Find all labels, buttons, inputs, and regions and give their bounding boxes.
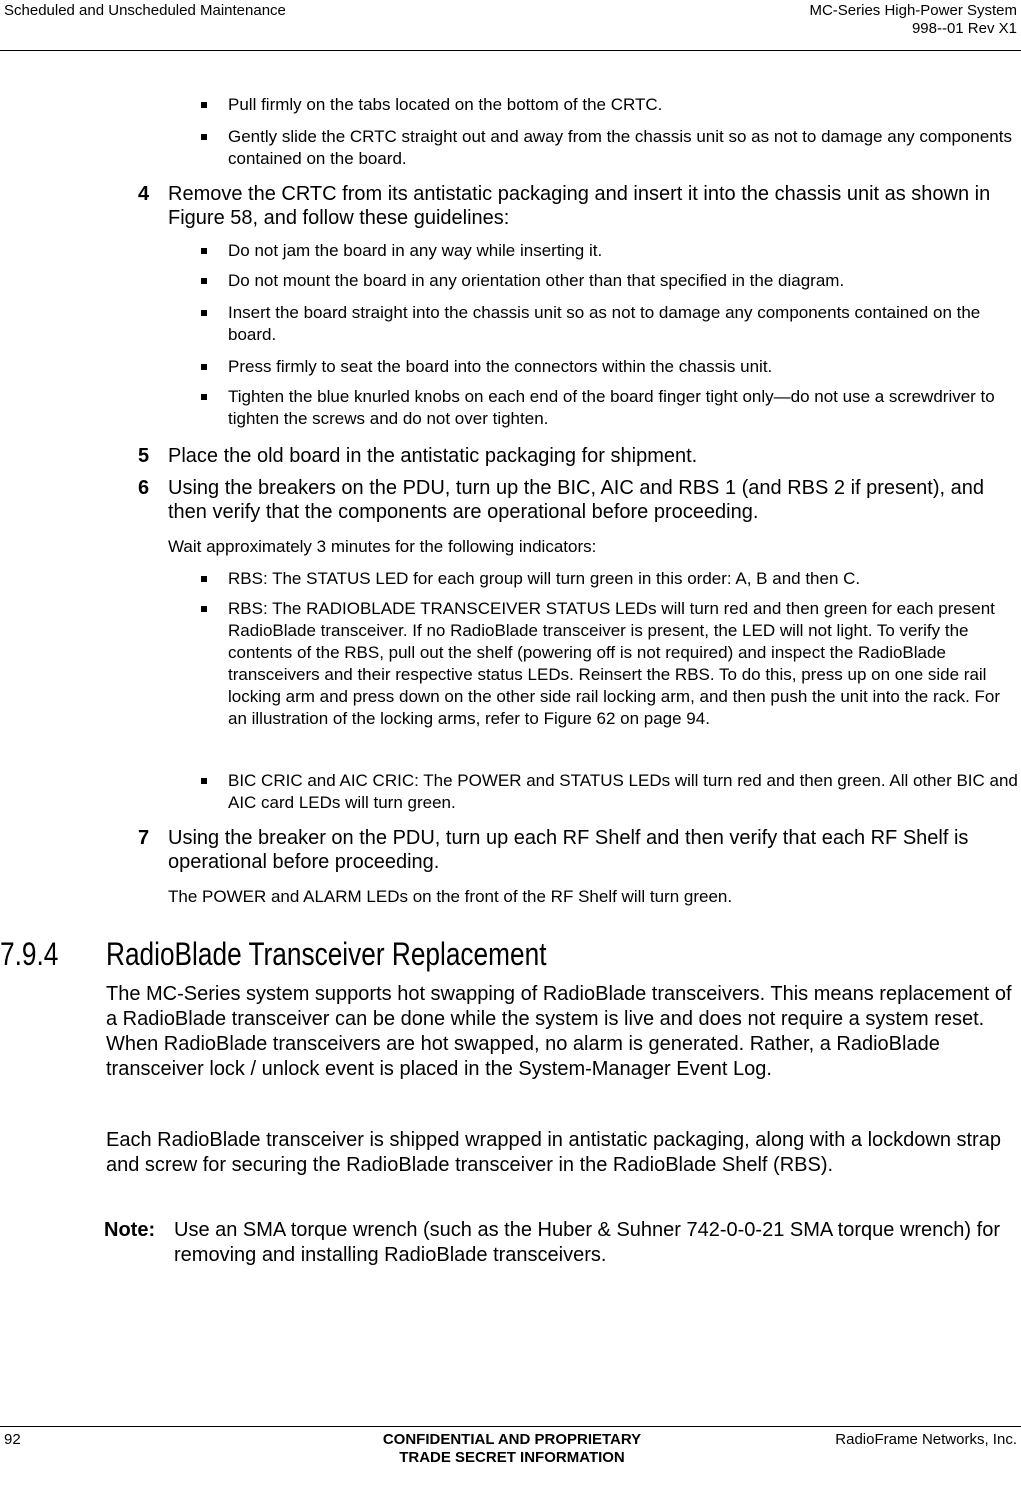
note-text: Use an SMA torque wrench (such as the Huber & Suhner 742-0-0-21 SMA torque wrench) for removing and installing RadioBlade transceivers.: [174, 1219, 1000, 1266]
list-item: Pull firmly on the tabs located on the bottom of the CRTC.: [228, 94, 1018, 116]
section-paragraph-1: The MC-Series system supports hot swapping of RadioBlade transceivers. This means replacement of a RadioBlade transceiver can be done while the system is live and does not require a system reset. When RadioBlade transceivers are hot swapped, no alarm is generated. Rather, a RadioBlade transceiver lock / unlock event is placed in the System-Manager Event Log.: [106, 983, 1012, 1080]
note-label: Note:: [104, 1219, 156, 1241]
step-number: 5: [138, 445, 150, 467]
step-text: Using the breaker on the PDU, turn up each RF Shelf and then verify that each RF Shelf is operational before proceeding.: [168, 827, 969, 873]
list-item: Do not jam the board in any way while inserting it.: [228, 240, 1018, 262]
list-item: BIC CRIC and AIC CRIC: The POWER and STATUS LEDs will turn red and then green. All other BIC and AIC card LEDs will turn green.: [228, 771, 1018, 812]
header-revision: 998--01 Rev X1: [911, 20, 1017, 37]
section-number: 7.9.4: [0, 936, 59, 972]
list-item: Tighten the blue knurled knobs on each end of the board finger tight only—do not use a screwdriver to tighten the screws and do not over tighten.: [228, 386, 1018, 430]
list-item: Press firmly to seat the board into the connectors within the chassis unit.: [228, 356, 1018, 378]
list-item: Gently slide the CRTC straight out and away from the chassis unit so as not to damage any components contained on the board.: [228, 126, 1018, 170]
confidentiality-line-1: CONFIDENTIAL AND PROPRIETARY: [382, 1431, 642, 1448]
header-product: MC-Series High-Power System: [809, 2, 1017, 19]
step-6: [138, 476, 1018, 524]
step-text: Remove the CRTC from its antistatic packaging and insert it into the chassis unit as shown in Figure 58, and follow these guidelines:: [168, 183, 991, 229]
list-item: Insert the board straight into the chassis unit so as not to damage any components contained on the board.: [228, 302, 1018, 346]
company-name: RadioFrame Networks, Inc.: [835, 1431, 1017, 1448]
section-paragraph-2: Each RadioBlade transceiver is shipped wrapped in antistatic packaging, along with a lockdown strap and screw for securing the RadioBlade transceiver in the RadioBlade Shelf (RBS).: [106, 1129, 1001, 1176]
header-doc-info: [809, 2, 1017, 38]
step-4: [138, 182, 1018, 230]
step-number: 7: [138, 827, 150, 849]
page-footer: [0, 1426, 1021, 1496]
step-6-note: Wait approximately 3 minutes for the following indicators:: [168, 537, 597, 556]
list-item: RBS: The STATUS LED for each group will turn green in this order: A, B and then C.: [228, 568, 1018, 590]
step-text: Place the old board in the antistatic packaging for shipment.: [168, 445, 698, 467]
section-title: RadioBlade Transceiver Replacement: [106, 936, 547, 972]
header-section-title: Scheduled and Unscheduled Maintenance: [4, 2, 286, 19]
confidentiality-notice: [312, 1431, 712, 1467]
list-item: Do not mount the board in any orientation other than that specified in the diagram.: [228, 270, 1018, 292]
step-number: 6: [138, 477, 150, 499]
step-7-note: The POWER and ALARM LEDs on the front of the RF Shelf will turn green.: [168, 887, 733, 906]
step-7: [138, 826, 1018, 874]
confidentiality-line-2: TRADE SECRET INFORMATION: [399, 1449, 625, 1466]
list-item: RBS: The RADIOBLADE TRANSCEIVER STATUS LEDs will turn red and then green for each present RadioBlade transceiver. If no RadioBlade transceiver is present, the LED will not light. To verify the contents of the RBS, pull out the shelf (powering off is not required) and inspect the RadioBlade transceivers and their respective status LEDs. Reinsert the RBS. To do this, press up on one side rail locking arm and press down on the other side rail locking arm, and then push the unit into the rack. For an illustration of the locking arms, refer to Figure 62 on page 94.: [228, 598, 1018, 730]
page-header: [0, 0, 1021, 51]
step-text: Using the breakers on the PDU, turn up the BIC, AIC and RBS 1 (and RBS 2 if present), and then verify that the components are operational before proceeding.: [168, 477, 984, 523]
page-number: 92: [4, 1431, 21, 1448]
step-5: [138, 444, 1018, 468]
step-number: 4: [138, 183, 150, 205]
